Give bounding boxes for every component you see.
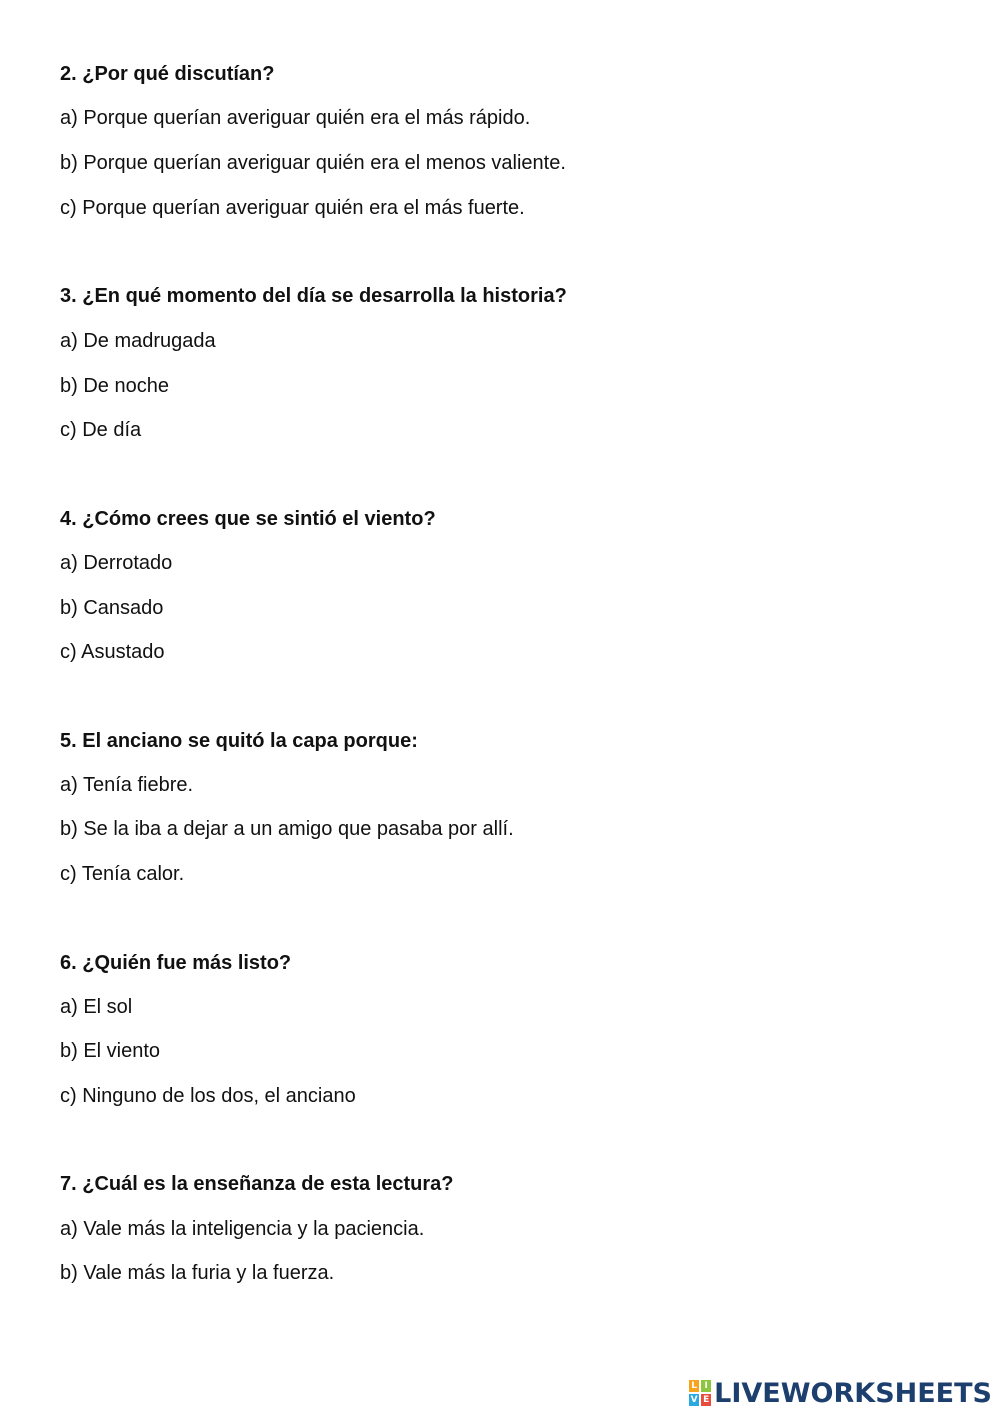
question-6-option-c: c) Ninguno de los dos, el anciano — [60, 1085, 356, 1107]
logo-block-i: I — [701, 1380, 711, 1392]
question-3-option-b: b) De noche — [60, 375, 169, 397]
question-4-option-b: b) Cansado — [60, 597, 164, 619]
question-6-title: 6. ¿Quién fue más listo? — [60, 952, 292, 974]
question-6-option-b: b) El viento — [60, 1040, 161, 1062]
question-2-option-b: b) Porque querían averiguar quién era el menos valiente. — [60, 152, 566, 174]
question-3-title: 3. ¿En qué momento del día se desarrolla la historia? — [60, 285, 567, 307]
question-5-option-c: c) Tenía calor. — [60, 863, 185, 885]
liveworksheets-logo — [689, 1376, 992, 1410]
question-4-option-c: c) Asustado — [60, 641, 165, 663]
question-7-title: 7. ¿Cuál es la enseñanza de esta lectura? — [60, 1173, 454, 1195]
question-6-option-a: a) El sol — [60, 996, 133, 1018]
live-blocks-icon — [689, 1380, 711, 1406]
question-5-option-a: a) Tenía fiebre. — [60, 774, 194, 796]
question-7-option-b: b) Vale más la furia y la fuerza. — [60, 1262, 335, 1284]
question-5-title: 5. El anciano se quitó la capa porque: — [60, 730, 418, 752]
question-5-option-b: b) Se la iba a dejar a un amigo que pasaba por allí. — [60, 818, 514, 840]
question-2-option-a: a) Porque querían averiguar quién era el más rápido. — [60, 107, 531, 129]
question-2-option-c: c) Porque querían averiguar quién era el más fuerte. — [60, 197, 525, 219]
logo-block-e: E — [703, 1395, 710, 1405]
logo-block-l: L — [689, 1380, 699, 1392]
question-4-option-a: a) Derrotado — [60, 552, 173, 574]
question-3-option-c: c) De día — [60, 419, 142, 441]
question-7-option-a: a) Vale más la inteligencia y la paciencia. — [60, 1218, 425, 1240]
question-2-title: 2. ¿Por qué discutían? — [60, 63, 275, 85]
question-4-title: 4. ¿Cómo crees que se sintió el viento? — [60, 508, 436, 530]
logo-text: LIVEWORKSHEETS — [714, 1377, 992, 1409]
question-3-option-a: a) De madrugada — [60, 330, 216, 352]
logo-block-v: V — [690, 1395, 698, 1405]
